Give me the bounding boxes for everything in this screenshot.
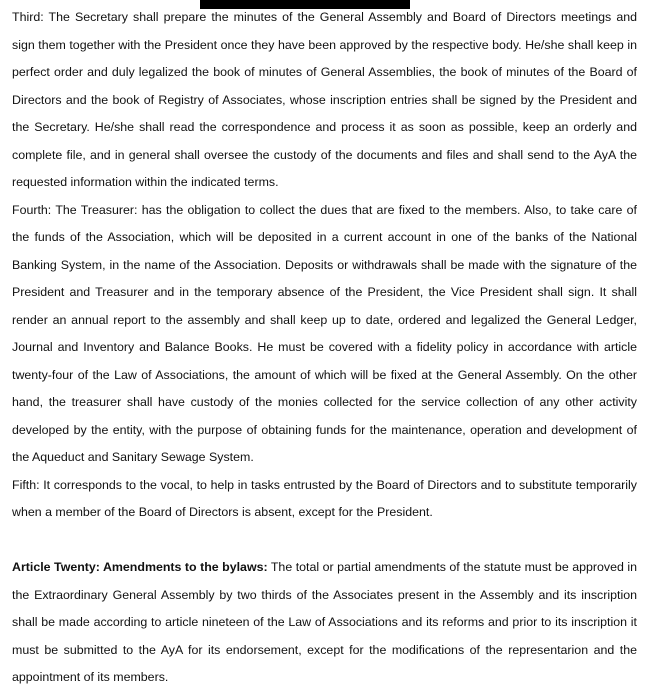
paragraph-third-secretary: Third: The Secretary shall prepare the minutes of the General Assembly and Board of Directors meetings and sign them together with the President once they have been approved by the respective body. He/she shall keep in perfect order and duly legalized the book of minutes of General Assemblies, the book of minutes of the Board of Directors and the book of Registry of Associates, whose inscription entries shall be signed by the President and the Secretary. He/she shall read the correspondence and process it as soon as possible, keep an orderly and complete file, and in general shall oversee the custody of the documents and files and shall send to the AyA the requested information within the indicated terms. — [12, 10, 637, 189]
document-page — [12, 4, 637, 692]
paragraph-fourth-treasurer: Fourth: The Treasurer: has the obligation to collect the dues that are fixed to the members. Also, to take care of the funds of the Association, which will be deposited in a current account in one of the banks of the National Banking System, in the name of the Association. Deposits or withdrawals shall be made with the signature of the President and Treasurer and in the temporary absence of the President, the Vice President shall sign. It shall render an annual report to the assembly and shall keep up to date, ordered and legalized the General Ledger, Journal and Inventory and Balance Books. He must be covered with a fidelity policy in accordance with article twenty-four of the Law of Associations, the amount of which will be fixed at the General Assembly. On the other hand, the treasurer shall have custody of the monies collected for the service collection of any other activity developed by the entity, with the purpose of obtaining funds for the maintenance, operation and development of the Aqueduct and Sanitary Sewage System. — [12, 202, 637, 464]
paragraph-spacer — [12, 527, 637, 555]
article-twenty-body: The total or partial amendments of the statute must be approved in the Extraordinary General Assembly by two thirds of the Associates present in the Assembly and its inscription shall be made according to article nineteen of the Law of Associations and its reforms and prior to its inscription it must be submitted to the AyA for its endorsement, except for the modifications of the representarion and the appointment of its members. — [12, 560, 637, 684]
article-twenty-paragraph — [12, 554, 637, 692]
paragraph-fifth-vocal: Fifth: It corresponds to the vocal, to help in tasks entrusted by the Board of Directors and to substitute temporarily when a member of the Board of Directors is absent, except for the President. — [12, 477, 637, 519]
article-twenty-heading: Article Twenty: Amendments to the bylaws: — [12, 560, 268, 574]
